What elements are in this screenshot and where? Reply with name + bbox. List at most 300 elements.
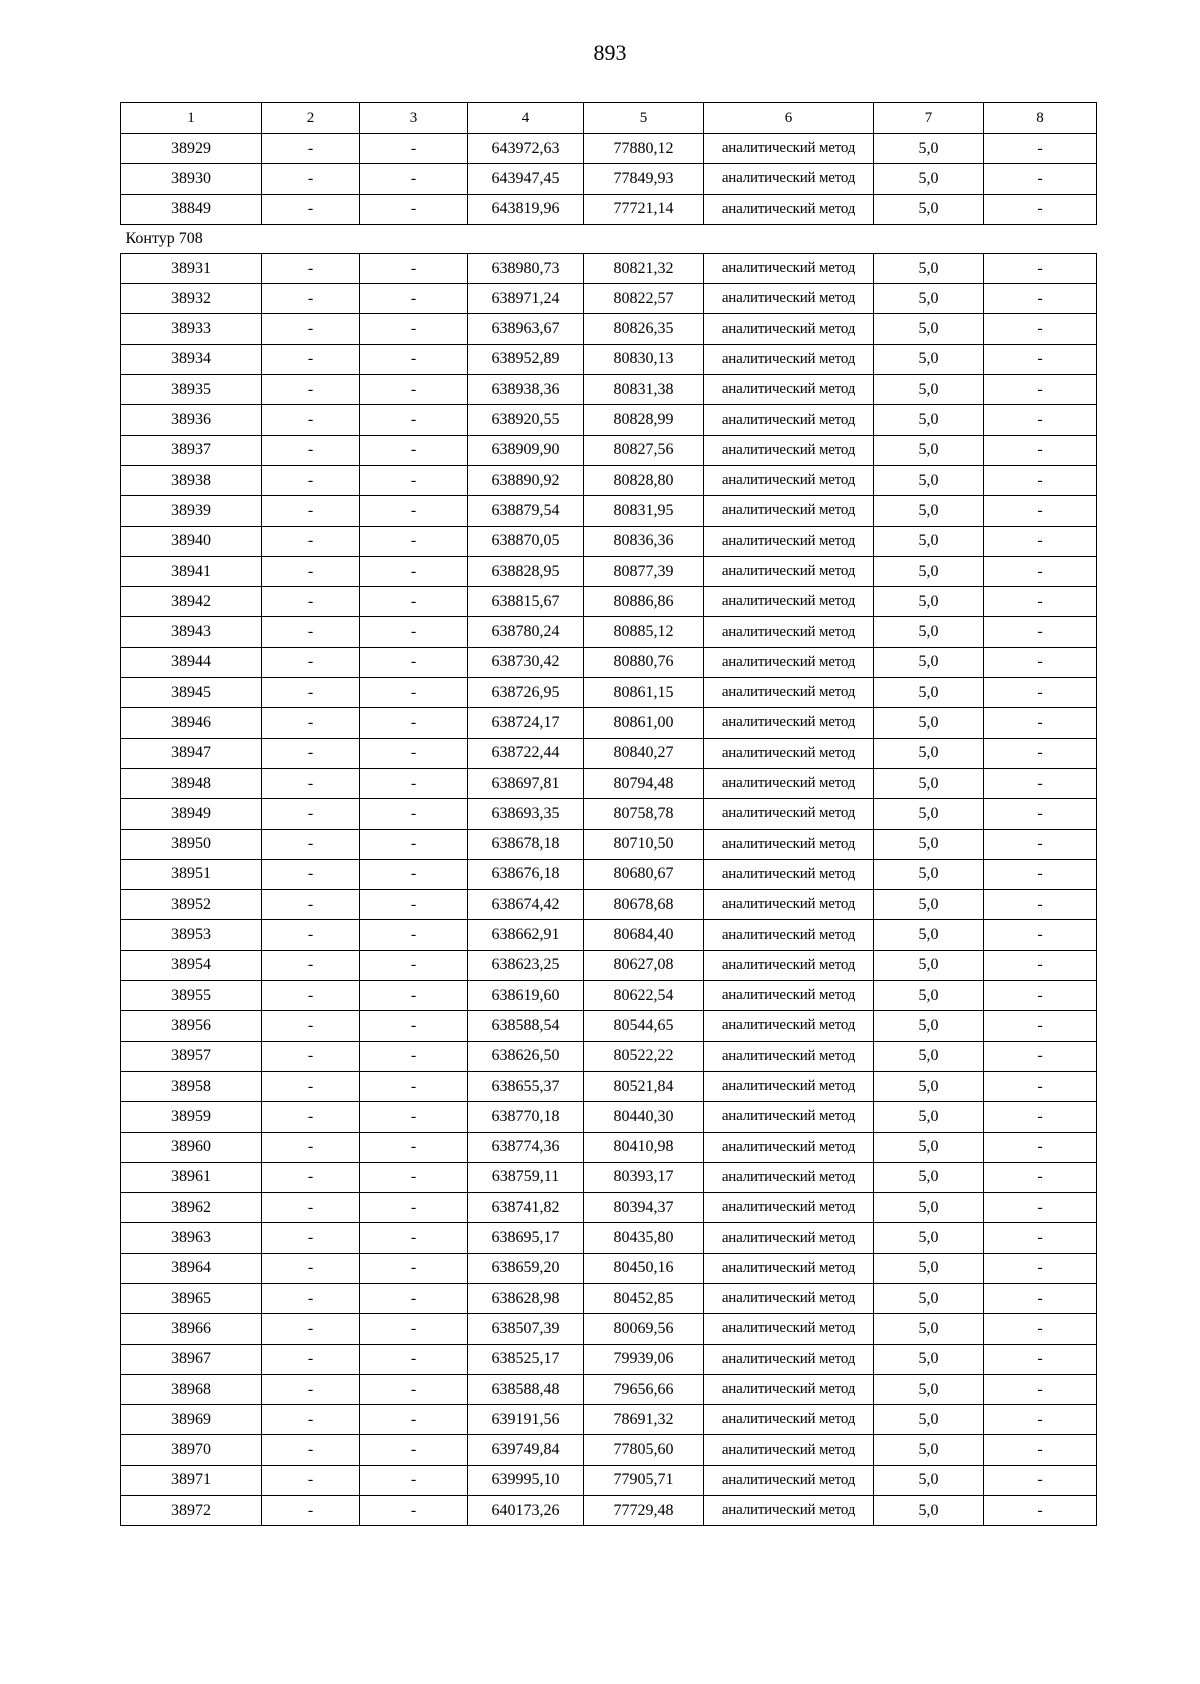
table-cell: 80522,22 [584,1041,704,1071]
table-row [121,1071,1097,1101]
table-cell: 80452,85 [584,1283,704,1313]
table-cell: - [262,708,360,738]
table-cell: 638890,92 [468,465,584,495]
table-cell: 38934 [121,344,262,374]
table-row [121,1011,1097,1041]
table-cell: 80435,80 [584,1223,704,1253]
table-cell: 5,0 [874,738,984,768]
table-cell: - [262,1041,360,1071]
table-cell: аналитический метод [704,738,874,768]
table-cell: аналитический метод [704,587,874,617]
table-cell: 80069,56 [584,1314,704,1344]
table-row [121,1314,1097,1344]
table-row [121,1102,1097,1132]
column-header: 3 [360,103,468,134]
table-cell: 5,0 [874,1496,984,1526]
table-cell: 80831,95 [584,496,704,526]
table-cell: аналитический метод [704,678,874,708]
table-cell: - [360,1011,468,1041]
table-row [121,587,1097,617]
table-cell: 38938 [121,465,262,495]
table-cell: - [360,1314,468,1344]
table-cell: 5,0 [874,1435,984,1465]
table-row [121,164,1097,194]
table-cell: - [984,829,1097,859]
column-header: 5 [584,103,704,134]
table-row [121,890,1097,920]
table-row [121,678,1097,708]
table-cell: 78691,32 [584,1405,704,1435]
table-cell: 80828,80 [584,465,704,495]
table-cell: - [360,1132,468,1162]
table-cell: - [262,1102,360,1132]
table-cell: - [262,1253,360,1283]
table-cell: 38955 [121,981,262,1011]
table-cell: аналитический метод [704,284,874,314]
table-cell: - [262,587,360,617]
table-cell: - [984,647,1097,677]
table-cell: 5,0 [874,1193,984,1223]
table-cell: 638662,91 [468,920,584,950]
table-row [121,1283,1097,1313]
table-cell: - [984,556,1097,586]
table-cell: 643819,96 [468,194,584,224]
table-cell: 638759,11 [468,1162,584,1192]
table-cell: - [262,375,360,405]
table-row [121,1435,1097,1465]
table-cell: аналитический метод [704,920,874,950]
table-cell: аналитический метод [704,1253,874,1283]
table-cell: - [262,678,360,708]
table-cell: - [262,981,360,1011]
table-cell: - [262,890,360,920]
table-cell: 38931 [121,253,262,283]
table-cell: 38972 [121,1496,262,1526]
table-cell: - [984,1435,1097,1465]
table-cell: - [360,617,468,647]
table-cell: - [262,1344,360,1374]
table-cell: - [984,1496,1097,1526]
table-cell: - [984,164,1097,194]
table-cell: 638525,17 [468,1344,584,1374]
table-cell: - [984,134,1097,164]
table-row [121,708,1097,738]
table-cell: 80861,15 [584,678,704,708]
table-row [121,284,1097,314]
table-cell: 38950 [121,829,262,859]
table-cell: - [262,1374,360,1404]
table-cell: - [360,1283,468,1313]
table-cell: - [984,799,1097,829]
table-cell: аналитический метод [704,496,874,526]
table-cell: - [984,890,1097,920]
table-row [121,799,1097,829]
table-cell: 77849,93 [584,164,704,194]
table-cell: - [360,1344,468,1374]
table-cell: - [360,1102,468,1132]
table-cell: 5,0 [874,314,984,344]
table-cell: 38849 [121,194,262,224]
table-cell: аналитический метод [704,375,874,405]
section-label-row [121,224,1097,253]
table-cell: 77805,60 [584,1435,704,1465]
table-cell: - [360,950,468,980]
table-cell: - [360,375,468,405]
table-cell: 38970 [121,1435,262,1465]
table-cell: аналитический метод [704,405,874,435]
table-cell: 5,0 [874,435,984,465]
table-cell: аналитический метод [704,708,874,738]
table-cell: 5,0 [874,1011,984,1041]
table-row [121,405,1097,435]
table-row [121,950,1097,980]
table-cell: - [984,1041,1097,1071]
table-cell: 638674,42 [468,890,584,920]
coordinates-table [120,102,1097,1526]
table-cell: 80885,12 [584,617,704,647]
table-cell: - [984,253,1097,283]
table-cell: аналитический метод [704,799,874,829]
table-row [121,1374,1097,1404]
section-label: Контур 708 [121,224,1097,253]
table-row [121,1041,1097,1071]
table-cell: - [984,1374,1097,1404]
table-cell: 38951 [121,859,262,889]
table-cell: - [360,1405,468,1435]
table-cell: - [262,496,360,526]
table-cell: - [262,556,360,586]
table-cell: - [262,164,360,194]
table-cell: - [984,950,1097,980]
table-cell: - [360,678,468,708]
table-cell: - [984,1253,1097,1283]
table-cell: 639995,10 [468,1465,584,1495]
table-cell: - [360,1071,468,1101]
table-cell: - [262,799,360,829]
table-cell: - [262,859,360,889]
table-cell: 38939 [121,496,262,526]
table-cell: - [262,1405,360,1435]
table-cell: - [262,1011,360,1041]
table-cell: 5,0 [874,556,984,586]
table-cell: 38933 [121,314,262,344]
table-cell: 5,0 [874,1374,984,1404]
table-cell: - [984,344,1097,374]
table-cell: 638724,17 [468,708,584,738]
table-cell: 5,0 [874,1405,984,1435]
table-cell: 638678,18 [468,829,584,859]
table-cell: - [262,738,360,768]
table-cell: - [360,1496,468,1526]
table-cell: аналитический метод [704,890,874,920]
table-cell: 38956 [121,1011,262,1041]
table-cell: 80827,56 [584,435,704,465]
table-row [121,526,1097,556]
table-cell: - [984,1314,1097,1344]
table-cell: - [984,1223,1097,1253]
table-row [121,314,1097,344]
table-cell: 638909,90 [468,435,584,465]
table-cell: - [360,344,468,374]
table-cell: 638588,48 [468,1374,584,1404]
table-cell: аналитический метод [704,1011,874,1041]
table-cell: 5,0 [874,647,984,677]
table-cell: 80826,35 [584,314,704,344]
table-cell: - [984,617,1097,647]
table-cell: 5,0 [874,134,984,164]
column-header: 1 [121,103,262,134]
table-cell: - [360,1193,468,1223]
table-row [121,496,1097,526]
table-cell: - [984,194,1097,224]
table-row [121,1253,1097,1283]
table-cell: - [984,375,1097,405]
table-row [121,465,1097,495]
table-cell: - [360,253,468,283]
table-cell: 638619,60 [468,981,584,1011]
table-row [121,1344,1097,1374]
table-cell: - [360,981,468,1011]
table-cell: 38966 [121,1314,262,1344]
table-cell: 5,0 [874,164,984,194]
table-cell: - [262,194,360,224]
table-cell: 638628,98 [468,1283,584,1313]
table-cell: 5,0 [874,496,984,526]
table-cell: 38961 [121,1162,262,1192]
table-cell: 638722,44 [468,738,584,768]
table-cell: - [360,890,468,920]
table-cell: 80877,39 [584,556,704,586]
table-cell: 38937 [121,435,262,465]
table-cell: 80678,68 [584,890,704,920]
table-cell: 638730,42 [468,647,584,677]
table-cell: - [984,587,1097,617]
table-cell: - [360,920,468,950]
table-cell: 638828,95 [468,556,584,586]
table-row [121,1496,1097,1526]
table-cell: 38960 [121,1132,262,1162]
table-cell: 638879,54 [468,496,584,526]
table-cell: - [360,194,468,224]
table-cell: 80440,30 [584,1102,704,1132]
table-cell: 38935 [121,375,262,405]
table-cell: 38945 [121,678,262,708]
table-cell: - [360,496,468,526]
table-cell: - [360,314,468,344]
table-cell: - [360,134,468,164]
table-cell: 638741,82 [468,1193,584,1223]
table-cell: - [360,465,468,495]
table-cell: 643972,63 [468,134,584,164]
table-cell: 638693,35 [468,799,584,829]
table-cell: 38948 [121,768,262,798]
table-cell: 77880,12 [584,134,704,164]
table-cell: - [262,1496,360,1526]
table-cell: 5,0 [874,799,984,829]
table-cell: 5,0 [874,768,984,798]
table-cell: 5,0 [874,920,984,950]
table-cell: 5,0 [874,708,984,738]
table-cell: 639191,56 [468,1405,584,1435]
table-cell: - [360,799,468,829]
table-cell: - [984,314,1097,344]
table-cell: - [984,1011,1097,1041]
table-cell: аналитический метод [704,1374,874,1404]
table-cell: 80450,16 [584,1253,704,1283]
table-cell: - [360,768,468,798]
table-cell: - [984,496,1097,526]
table-cell: 638870,05 [468,526,584,556]
table-cell: - [984,1102,1097,1132]
table-cell: - [262,526,360,556]
table-cell: - [360,738,468,768]
table-cell: 638963,67 [468,314,584,344]
table-cell: 80622,54 [584,981,704,1011]
table-cell: аналитический метод [704,134,874,164]
table-cell: - [360,587,468,617]
column-header: 6 [704,103,874,134]
table-cell: 80831,38 [584,375,704,405]
table-cell: - [984,1344,1097,1374]
table-cell: - [360,1253,468,1283]
table-cell: - [262,1223,360,1253]
table-cell: аналитический метод [704,556,874,586]
table-cell: - [360,164,468,194]
table-cell: 38968 [121,1374,262,1404]
table-cell: аналитический метод [704,314,874,344]
table-cell: аналитический метод [704,617,874,647]
table-row [121,647,1097,677]
table-row [121,920,1097,950]
table-cell: 5,0 [874,1344,984,1374]
table-row [121,134,1097,164]
table-cell: аналитический метод [704,194,874,224]
table-cell: 5,0 [874,1253,984,1283]
table-row [121,829,1097,859]
table-cell: 80830,13 [584,344,704,374]
table-cell: 77721,14 [584,194,704,224]
table-cell: 5,0 [874,465,984,495]
table-cell: аналитический метод [704,1435,874,1465]
table-row [121,1162,1097,1192]
table-cell: 5,0 [874,284,984,314]
table-cell: - [984,1193,1097,1223]
table-cell: 5,0 [874,1071,984,1101]
table-cell: 77905,71 [584,1465,704,1495]
table-cell: 643947,45 [468,164,584,194]
table-cell: 5,0 [874,678,984,708]
table-cell: - [262,1465,360,1495]
table-cell: 38942 [121,587,262,617]
table-cell: аналитический метод [704,526,874,556]
table-cell: - [262,829,360,859]
table-cell: 38954 [121,950,262,980]
table-cell: 80822,57 [584,284,704,314]
table-cell: - [262,1193,360,1223]
table-row [121,344,1097,374]
table-cell: - [262,1283,360,1313]
table-cell: 638726,95 [468,678,584,708]
table-cell: - [984,768,1097,798]
column-header: 2 [262,103,360,134]
table-cell: - [262,405,360,435]
table-row [121,556,1097,586]
table-cell: 5,0 [874,1223,984,1253]
table-cell: - [984,1132,1097,1162]
table-cell: 38962 [121,1193,262,1223]
table-cell: - [360,1435,468,1465]
table-body [121,103,1097,1526]
table-cell: - [360,829,468,859]
table-cell: 5,0 [874,405,984,435]
table-cell: - [984,465,1097,495]
table-row [121,1132,1097,1162]
table-cell: 638780,24 [468,617,584,647]
table-cell: 38967 [121,1344,262,1374]
table-cell: - [262,1132,360,1162]
table-cell: 80821,32 [584,253,704,283]
table-cell: аналитический метод [704,1283,874,1313]
table-cell: - [984,405,1097,435]
table-cell: - [262,253,360,283]
table-cell: аналитический метод [704,1162,874,1192]
table-cell: аналитический метод [704,1405,874,1435]
table-cell: - [360,1465,468,1495]
table-cell: аналитический метод [704,1041,874,1071]
table-cell: - [360,1223,468,1253]
table-cell: 5,0 [874,829,984,859]
table-cell: 5,0 [874,617,984,647]
table-cell: 38958 [121,1071,262,1101]
table-cell: 38940 [121,526,262,556]
table-cell: 5,0 [874,587,984,617]
table-cell: аналитический метод [704,435,874,465]
table-cell: - [360,1162,468,1192]
table-cell: 80794,48 [584,768,704,798]
table-cell: - [262,1071,360,1101]
table-cell: 5,0 [874,344,984,374]
table-cell: 5,0 [874,1314,984,1344]
table-cell: 638980,73 [468,253,584,283]
table-cell: аналитический метод [704,768,874,798]
table-cell: 639749,84 [468,1435,584,1465]
table-cell: 638770,18 [468,1102,584,1132]
table-row [121,1223,1097,1253]
table-cell: 38952 [121,890,262,920]
table-cell: 638815,67 [468,587,584,617]
table-cell: аналитический метод [704,829,874,859]
table-cell: 80627,08 [584,950,704,980]
table-cell: аналитический метод [704,253,874,283]
table-cell: - [984,981,1097,1011]
table-cell: - [262,465,360,495]
table-cell: 640173,26 [468,1496,584,1526]
table-cell: - [984,708,1097,738]
table-cell: 38964 [121,1253,262,1283]
table-cell: 638626,50 [468,1041,584,1071]
table-cell: 5,0 [874,981,984,1011]
table-row [121,981,1097,1011]
table-cell: - [984,1162,1097,1192]
table-cell: аналитический метод [704,1465,874,1495]
table-cell: 5,0 [874,526,984,556]
table-cell: 38971 [121,1465,262,1495]
table-cell: 38969 [121,1405,262,1435]
table-cell: 79939,06 [584,1344,704,1374]
table-cell: 38930 [121,164,262,194]
table-cell: - [262,284,360,314]
table-cell: - [262,1162,360,1192]
